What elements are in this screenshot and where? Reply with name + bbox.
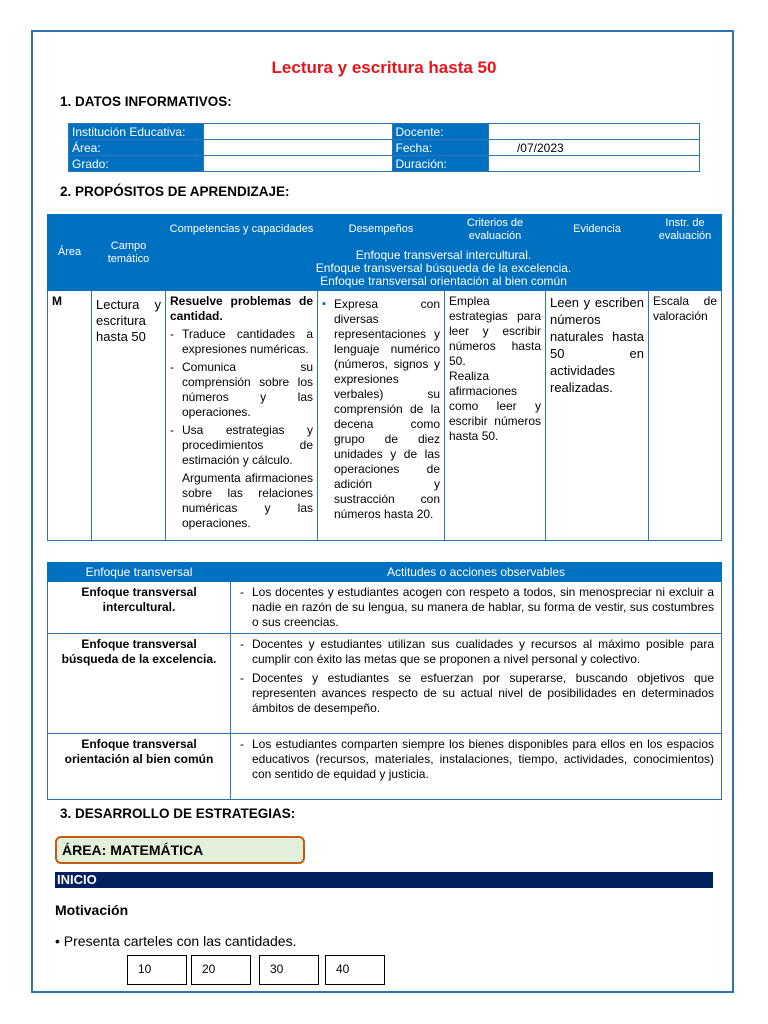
inicio-bar: INICIO	[55, 872, 713, 888]
row-campo: Lectura y escritura hasta 50	[92, 291, 166, 541]
area-label: Área:	[69, 140, 204, 156]
enfoque-row-name: Enfoque transversal intercultural.	[48, 582, 231, 634]
row-area: M	[48, 291, 92, 541]
bullet-text: Presenta carteles con las cantidades.	[63, 933, 297, 949]
row-desempeno	[318, 291, 445, 541]
area-field[interactable]	[203, 140, 392, 156]
institucion-field[interactable]	[203, 124, 392, 140]
header-instrumento: Instr. de evaluación	[649, 215, 722, 245]
enfoque-excelencia-label: Enfoque transversal búsqueda de la excelencia.	[315, 261, 572, 275]
desempeno-list	[322, 297, 440, 522]
datos-informativos-table	[68, 123, 700, 172]
fecha-field[interactable]: /07/2023	[488, 140, 699, 156]
header-actitudes: Actitudes o acciones observables	[231, 563, 722, 582]
row-criterios	[445, 291, 546, 541]
enfoque-intercultural-label: Enfoque transversal intercultural.	[355, 248, 532, 262]
header-desempenos: Desempeños	[318, 215, 445, 245]
enfoque-row-actions	[231, 734, 722, 800]
enfoque-transversal-table	[47, 562, 722, 800]
grado-field[interactable]	[203, 156, 392, 172]
header-area: Área	[48, 215, 92, 291]
capacidad-item: - Traduce cantidades a expresiones numéricas.	[170, 327, 313, 357]
row-competencias	[166, 291, 318, 541]
bullet-dot-icon: •	[55, 933, 64, 949]
actitud-item: - Los estudiantes comparten siempre los bienes disponibles para ellos en los espacios educativos (recursos, materiales, instalaciones, tiempo, actividades, conocimientos) con sentido de equidad y justicia.	[232, 735, 720, 784]
row-evidencia: Leen y escriben números naturales hasta 50 en actividades realizadas.	[546, 291, 649, 541]
enfoque-row-name: Enfoque transversal orientación al bien común	[48, 734, 231, 800]
fecha-label: Fecha:	[392, 140, 488, 156]
header-campo: Campo temático	[92, 215, 166, 291]
capacidad-item: - Comunica su comprensión sobre los números y las operaciones.	[170, 360, 313, 420]
cantidad-card: 40	[325, 955, 385, 985]
actitud-item: - Docentes y estudiantes utilizan sus cualidades y recursos al máximo posible para cumplir con éxito las metas que se proponen a nivel personal y colectivo.	[232, 635, 720, 669]
propositos-table	[47, 214, 722, 541]
docente-label: Docente:	[392, 124, 488, 140]
section-datos-heading: 1. DATOS INFORMATIVOS:	[60, 94, 232, 109]
cantidad-card: 10	[127, 955, 187, 985]
motivacion-heading: Motivación	[55, 902, 129, 918]
enfoque-row-actions	[231, 634, 722, 734]
docente-field[interactable]	[488, 124, 699, 140]
section-propositos-heading: 2. PROPÓSITOS DE APRENDIZAJE:	[60, 184, 290, 199]
enfoques-header	[166, 245, 722, 291]
bullet-item	[55, 933, 297, 949]
header-enfoque: Enfoque transversal	[48, 563, 231, 582]
grado-label: Grado:	[69, 156, 204, 172]
cantidad-card: 30	[259, 955, 319, 985]
page-title: Lectura y escritura hasta 50	[271, 58, 497, 77]
actitud-item: - Los docentes y estudiantes acogen con respeto a todos, sin menospreciar ni excluir a nadie en razón de su lengua, su manera de hablar, su forma de vestir, sus costumbres o sus creencias.	[232, 583, 720, 632]
desempeno-item: ▪ Expresa con diversas representaciones y lenguaje numérico (números, signos y expresiones verbales) su comprensión de la decena como grupo de diez unidades y de las operaciones de adición y sustracción con números hasta 20.	[322, 297, 440, 522]
duracion-field[interactable]	[488, 156, 699, 172]
header-competencias: Competencias y capacidades	[166, 215, 318, 245]
cantidad-card: 20	[191, 955, 251, 985]
capacidad-item: - Usa estrategias y procedimientos de estimación y cálculo.	[170, 423, 313, 468]
competencia-title: Resuelve problemas de cantidad.	[170, 294, 313, 323]
header-criterios: Criterios de evaluación	[445, 215, 546, 245]
institucion-label: Institución Educativa:	[69, 124, 204, 140]
enfoque-bien-comun-label: Enfoque transversal orientación al bien común	[320, 274, 567, 288]
area-matematica-box: ÁREA: MATEMÁTICA	[55, 836, 305, 864]
duracion-label: Duración:	[392, 156, 488, 172]
enfoque-row-actions	[231, 582, 722, 634]
header-evidencia: Evidencia	[546, 215, 649, 245]
enfoque-row-name: Enfoque transversal búsqueda de la excelencia.	[48, 634, 231, 734]
section-desarrollo-heading: 3. DESARROLLO DE ESTRATEGIAS:	[60, 806, 296, 821]
actitud-item: - Docentes y estudiantes se esfuerzan por superarse, buscando objetivos que representen avances respecto de su actual nivel de posibilidades en determinados ámbitos de desempeño.	[232, 669, 720, 718]
argumenta-text: Argumenta afirmaciones sobre las relaciones numéricas y las operaciones.	[182, 471, 313, 530]
criterio-2: Realiza afirmaciones como leer y escribir números hasta 50.	[449, 369, 541, 443]
row-instrumento: Escala de valoración	[649, 291, 722, 541]
criterio-1: Emplea estrategias para leer y escribir números hasta 50.	[449, 294, 541, 368]
capacidades-list	[170, 327, 313, 468]
